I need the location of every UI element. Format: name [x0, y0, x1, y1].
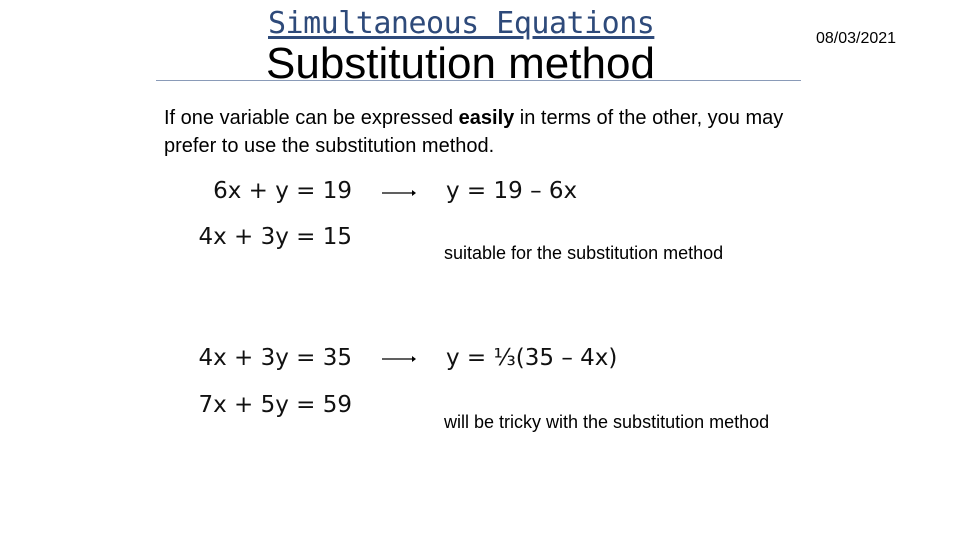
arrow-right-icon [382, 354, 416, 364]
example-1-equation-1: 6x + y = 19 [213, 178, 352, 204]
intro-emphasis: easily [458, 107, 515, 129]
example-2-equation-1: 4x + 3y = 35 [198, 345, 352, 371]
example-1-rearranged: y = 19 – 6x [446, 178, 578, 204]
slide-date: 08/03/2021 [816, 30, 897, 47]
intro-text-end: in terms of the other, you may prefer to use the substitution method. [164, 107, 784, 157]
example-2-note: will be tricky with the substitution method [444, 412, 770, 432]
example-1-equation-2: 4x + 3y = 15 [198, 224, 352, 250]
slide-title: Simultaneous Equations [268, 6, 655, 41]
example-2-rearranged: y = ⅓(35 – 4x) [446, 345, 618, 371]
example-1-note: suitable for the substitution method [444, 243, 724, 263]
intro-paragraph [164, 104, 784, 160]
arrow-right-icon [382, 188, 416, 198]
title-divider [156, 80, 801, 81]
intro-text-start: If one variable can be expressed [164, 107, 459, 129]
slide-subtitle: Substitution method [266, 39, 655, 88]
example-2-equation-2: 7x + 5y = 59 [198, 392, 352, 418]
